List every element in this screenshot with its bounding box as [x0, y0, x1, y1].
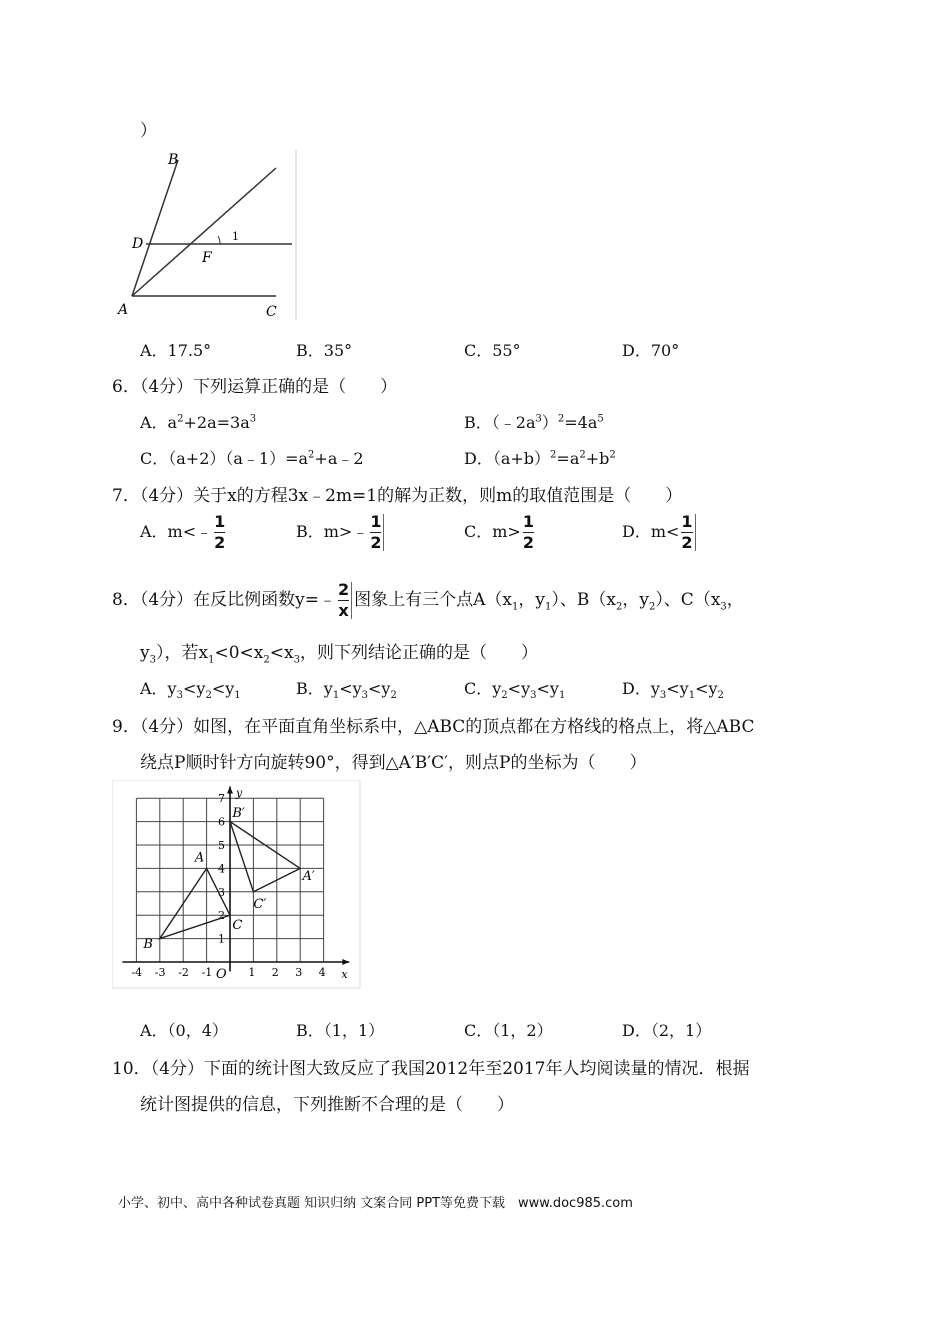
q9-option-a[interactable]: A．（0，4）	[140, 1021, 228, 1040]
y-tick-label: 5	[218, 839, 225, 852]
q9-option-b[interactable]: B．（1，1）	[296, 1021, 385, 1040]
q6-option-d[interactable]: D．$(a+b)^2=a^2+b^2$	[464, 449, 616, 468]
label-D: D	[132, 236, 144, 252]
q5-option-d[interactable]: D．70°	[622, 341, 680, 360]
q5-option-c[interactable]: C．55°	[464, 341, 521, 360]
y-tick-label: 2	[218, 909, 225, 923]
x-tick-label: -2	[178, 966, 189, 979]
page-footer: 小学、初中、高中各种试卷真题 知识归纳 文案合同 PPT等免费下载 www.doc985.com	[118, 1196, 633, 1211]
x-tick-label: 2	[271, 966, 279, 979]
q8-option-d[interactable]: D．$y_3<y_1<y_2$	[622, 679, 724, 702]
q8-option-b[interactable]: B．$y_1<y_3<y_2$	[296, 679, 397, 702]
axis-label-x: x	[341, 968, 348, 981]
label-A: A	[194, 850, 205, 866]
label-A-prime: A′	[302, 869, 315, 885]
label-C: C	[232, 918, 243, 934]
label-C-prime: C′	[253, 897, 267, 913]
q9-line2: 绕点P顺时针方向旋转90°，得到△A′B′C′，则点P的坐标为（ ）	[140, 753, 647, 773]
x-tick-label: -3	[154, 966, 166, 979]
y-tick-label: 6	[218, 815, 225, 829]
q9-coordinate-grid	[112, 780, 362, 990]
x-tick-label: -4	[131, 966, 143, 979]
q8-line2: $y_3$），若$x_1<0<x_2<x_3$，则下列结论正确的是（ ）	[140, 643, 538, 666]
q7-option-c[interactable]: C．m> $\frac{1}{2}$	[464, 512, 534, 552]
q8-line1: 8．（4分）在反比例函数y=﹣ $\frac{2}{x}$ 图象上有三个点$A(x_1$，$y_1$）、$B(x_2$，$y_2$）、$C(x_3$，	[112, 580, 744, 620]
label-angle-1: 1	[232, 230, 239, 243]
label-C: C	[266, 304, 277, 320]
q6-option-b[interactable]: B．$(﹣2a^3)^2=4a^5$	[464, 413, 604, 432]
q6-stem: 6．（4分）下列运算正确的是（ ）	[112, 377, 398, 397]
x-axis-arrow	[342, 959, 349, 965]
q8-option-c[interactable]: C．$y_2<y_3<y_1$	[464, 679, 566, 702]
origin-label: O	[216, 967, 227, 982]
label-B: B	[168, 152, 179, 168]
q5-geometry-figure	[112, 148, 302, 322]
q7-option-a[interactable]: A．m<﹣ $\frac{1}{2}$	[140, 512, 226, 552]
y-tick-label: 1	[218, 932, 225, 946]
q8-option-a[interactable]: A．$y_3<y_2<y_1$	[140, 679, 241, 702]
q7-option-b[interactable]: B．m>﹣ $\frac{1}{2}$	[296, 514, 386, 551]
x-tick-label: 4	[318, 966, 326, 979]
axis-label-y: y	[236, 786, 243, 800]
q7-stem: 7．（4分）关于x的方程3x﹣2m=1的解为正数，则m的取值范围是（ ）	[112, 486, 683, 506]
x-tick-label: -1	[201, 966, 213, 979]
point-labels	[142, 806, 315, 952]
q10-line2: 统计图提供的信息，下列推断不合理的是（ ）	[140, 1095, 514, 1115]
label-A: A	[118, 302, 129, 318]
label-B: B	[143, 936, 153, 952]
label-F: F	[202, 250, 212, 266]
q9-option-c[interactable]: C．（1，2）	[464, 1021, 553, 1040]
q5-option-b[interactable]: B．35°	[296, 341, 353, 360]
q5-option-a[interactable]: A．17.5°	[140, 341, 212, 360]
x-tick-label: 3	[295, 966, 303, 979]
label-B-prime: B′	[232, 805, 245, 821]
q9-option-d[interactable]: D．（2，1）	[622, 1021, 712, 1040]
q5-tail: ）	[140, 121, 157, 141]
x-tick-label: 1	[248, 966, 256, 979]
q7-option-d[interactable]: D．m< $\frac{1}{2}$	[622, 514, 698, 551]
triangle-A-prime-B-prime-C-prime	[230, 822, 300, 892]
y-tick-label: 7	[218, 792, 225, 806]
q6-option-a[interactable]: A．$a^2+2a=3a^3$	[140, 413, 257, 432]
y-axis-arrow	[227, 787, 233, 794]
q9-line1: 9．（4分）如图，在平面直角坐标系中，△ABC的顶点都在方格线的格点上，将△ABC	[112, 717, 755, 737]
y-tick-label: 3	[218, 885, 225, 899]
triangle-ABC	[160, 868, 230, 938]
y-tick-label: 4	[218, 862, 225, 876]
q10-line1: 10．（4分）下面的统计图大致反应了我国2012年至2017年人均阅读量的情况．根据	[112, 1059, 750, 1079]
q6-option-c[interactable]: C．$(a+2)(a﹣1)=a^2+a﹣2$	[140, 449, 364, 468]
angle-1-arc	[218, 236, 220, 244]
